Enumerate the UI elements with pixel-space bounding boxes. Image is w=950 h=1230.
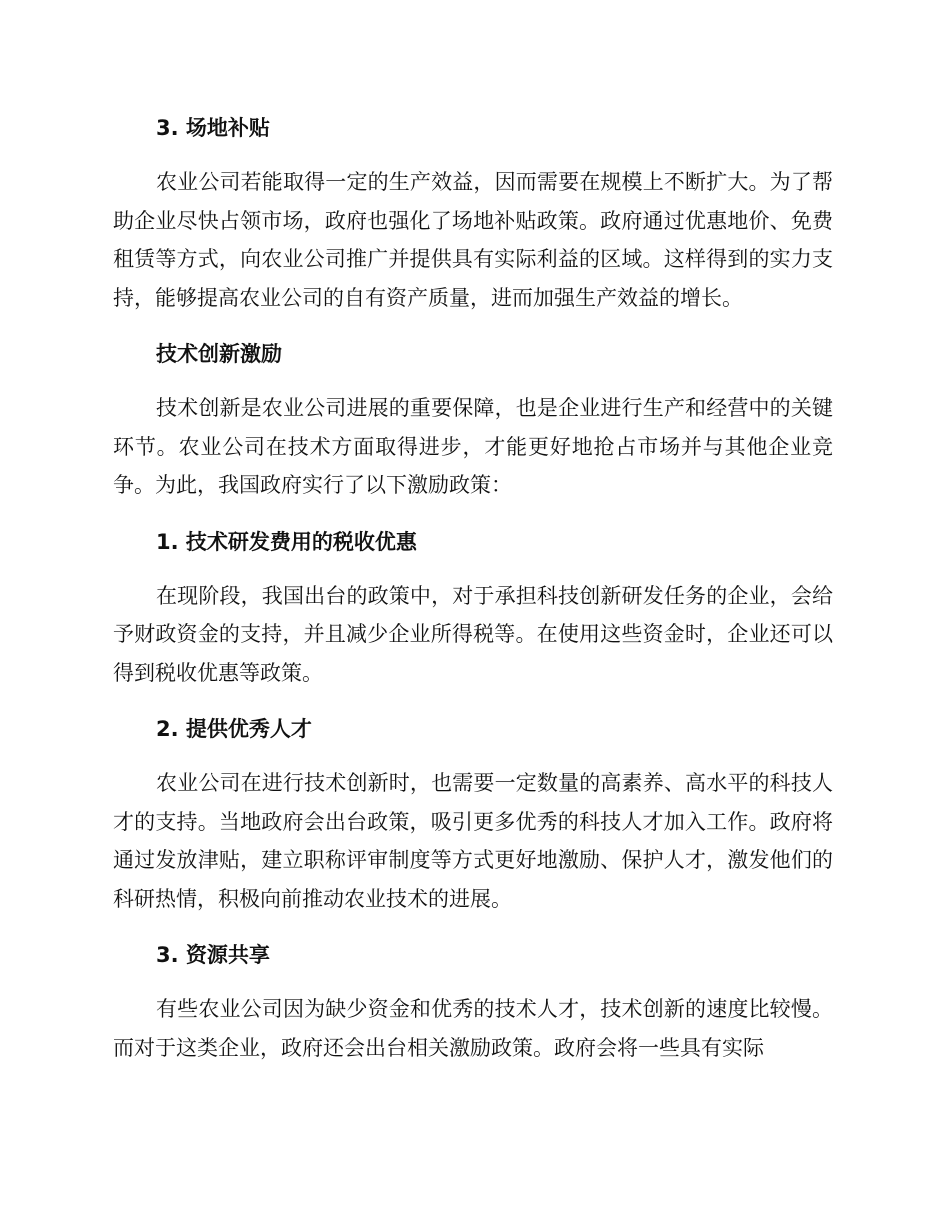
section-heading-site-subsidy: 3. 场地补贴 <box>156 116 270 140</box>
section-heading-tax-incentive: 1. 技术研发费用的税收优惠 <box>156 529 417 554</box>
section-heading-talent: 2. 提供优秀人才 <box>156 717 312 741</box>
document-body <box>113 108 833 1084</box>
section-paragraph-resource-sharing: 有些农业公司因为缺少资金和优秀的技术人才，技术创新的速度比较慢。而对于这类企业，政府还会出台相关激励政策。政府会将一些具有实际 <box>113 997 833 1060</box>
section-paragraph-site-subsidy: 农业公司若能取得一定的生产效益，因而需要在规模上不断扩大。为了帮助企业尽快占领市场，政府也强化了场地补贴政策。政府通过优惠地价、免费租赁等方式，向农业公司推广并提供具有实际利益的区域。这样得到的实力支持，能够提高农业公司的自有资产质量，进而加强生产效益的增长。 <box>113 170 833 310</box>
section-paragraph-tech-innovation: 技术创新是农业公司进展的重要保障，也是企业进行生产和经营中的关键环节。农业公司在技术方面取得进步，才能更好地抢占市场并与其他企业竞争。为此，我国政府实行了以下激励政策： <box>113 396 833 497</box>
section-paragraph-talent: 农业公司在进行技术创新时，也需要一定数量的高素养、高水平的科技人才的支持。当地政府会出台政策，吸引更多优秀的科技人才加入工作。政府将通过发放津贴，建立职称评审制度等方式更好地激励、保护人才，激发他们的科研热情，积极向前推动农业技术的进展。 <box>113 771 833 911</box>
section-heading-tech-innovation: 技术创新激励 <box>156 342 282 366</box>
section-paragraph-tax-incentive: 在现阶段，我国出台的政策中，对于承担科技创新研发任务的企业，会给予财政资金的支持，并且减少企业所得税等。在使用这些资金时，企业还可以得到税收优惠等政策。 <box>113 583 833 685</box>
section-heading-resource-sharing: 3. 资源共享 <box>156 943 270 967</box>
